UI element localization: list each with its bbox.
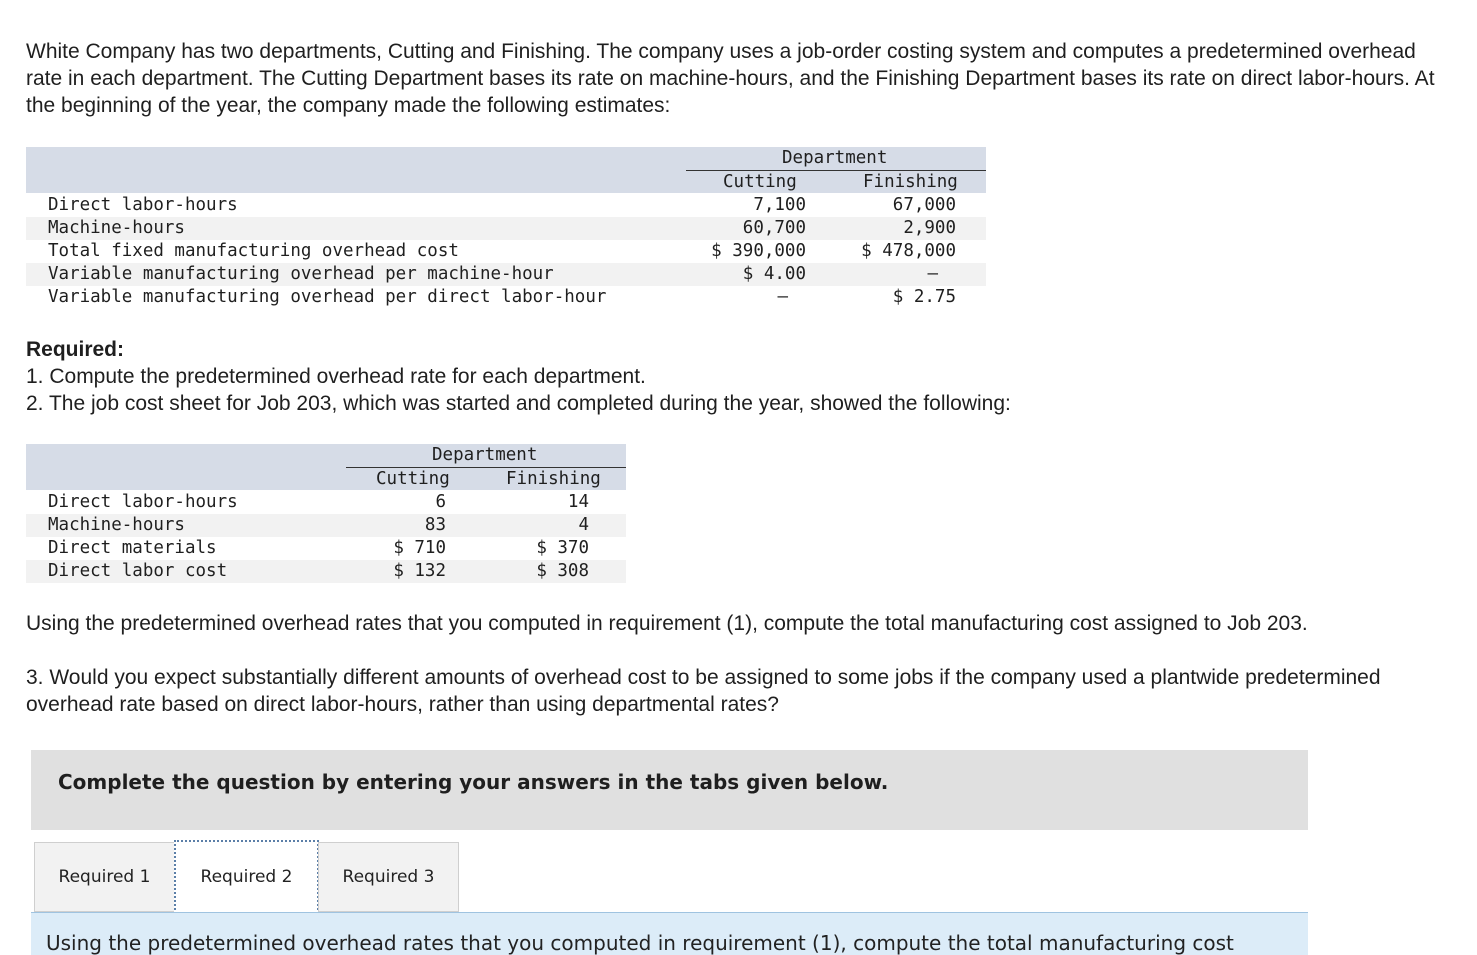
tab-required-1[interactable]: Required 1 bbox=[34, 842, 175, 912]
row-label: Variable manufacturing overhead per machine-hour bbox=[48, 264, 554, 284]
cell-cutting: $ 132 bbox=[393, 561, 446, 581]
cell-finishing: $ 370 bbox=[536, 538, 589, 558]
table-row bbox=[26, 194, 986, 217]
table-row bbox=[26, 514, 626, 537]
row-label: Direct labor-hours bbox=[48, 492, 238, 512]
cell-finishing: 4 bbox=[578, 515, 589, 535]
table-row bbox=[26, 240, 986, 263]
cell-cutting: $ 4.00 bbox=[742, 264, 806, 284]
table-row bbox=[26, 263, 986, 286]
column-header-cutting: Cutting bbox=[723, 172, 797, 192]
answer-panel bbox=[31, 912, 1308, 955]
instruction-box bbox=[31, 750, 1308, 830]
header-rule bbox=[686, 170, 986, 171]
required-item-1: 1. Compute the predetermined overhead rate for each department. bbox=[26, 365, 646, 388]
cell-finishing: – bbox=[927, 264, 938, 284]
table-row bbox=[26, 560, 626, 583]
problem-intro: White Company has two departments, Cutting and Finishing. The company uses a job-order costing system and computes a predetermined overhead rate in each department. The Cutting Department bases its rate on machine-hours, and the Finishing Department bases its rate on direct labor-hours. At the beginning of the year, the company made the following estimates: bbox=[26, 40, 1435, 117]
table-row bbox=[26, 217, 986, 240]
column-header-cutting: Cutting bbox=[376, 469, 450, 489]
cell-finishing: $ 2.75 bbox=[892, 287, 956, 307]
table-row bbox=[26, 286, 986, 309]
department-header: Department bbox=[432, 445, 538, 465]
cell-finishing: $ 308 bbox=[536, 561, 589, 581]
cell-cutting: – bbox=[777, 287, 788, 307]
cell-finishing: 2,900 bbox=[903, 218, 956, 238]
required-item-2: 2. The job cost sheet for Job 203, which was started and completed during the year, showed the following: bbox=[26, 392, 1011, 415]
row-label: Total fixed manufacturing overhead cost bbox=[48, 241, 459, 261]
required-item-3: 3. Would you expect substantially different amounts of overhead cost to be assigned to some jobs if the company used a plantwide predetermined overhead rate based on direct labor-hours, rather than using departmental rates? bbox=[26, 666, 1381, 716]
cell-finishing: $ 478,000 bbox=[861, 241, 956, 261]
row-label: Direct labor cost bbox=[48, 561, 228, 581]
row-label: Direct materials bbox=[48, 538, 217, 558]
column-header-finishing: Finishing bbox=[506, 469, 601, 489]
department-header: Department bbox=[782, 148, 888, 168]
table-row bbox=[26, 537, 626, 560]
row-label: Direct labor-hours bbox=[48, 195, 238, 215]
table-row bbox=[26, 491, 626, 514]
tab-required-3[interactable]: Required 3 bbox=[318, 842, 459, 912]
required-heading: Required: bbox=[26, 338, 125, 361]
instruction-text: Complete the question by entering your answers in the tabs given below. bbox=[58, 770, 889, 794]
cell-cutting: $ 710 bbox=[393, 538, 446, 558]
cell-finishing: 14 bbox=[567, 492, 589, 512]
tab-required-2[interactable]: Required 2 bbox=[174, 840, 319, 914]
cell-finishing: 67,000 bbox=[892, 195, 956, 215]
cell-cutting: 60,700 bbox=[742, 218, 806, 238]
row-label: Variable manufacturing overhead per direct labor-hour bbox=[48, 287, 607, 307]
panel-instruction-text: Using the predetermined overhead rates that you computed in requirement (1), compute the total manufacturing cost bbox=[46, 931, 1234, 955]
followup-text: Using the predetermined overhead rates that you computed in requirement (1), compute the total manufacturing cost assigned to Job 203. bbox=[26, 612, 1308, 635]
cell-cutting: $ 390,000 bbox=[711, 241, 806, 261]
cell-cutting: 7,100 bbox=[753, 195, 806, 215]
cell-cutting: 83 bbox=[424, 515, 446, 535]
row-label: Machine-hours bbox=[48, 218, 185, 238]
header-rule bbox=[346, 467, 626, 468]
row-label: Machine-hours bbox=[48, 515, 185, 535]
column-header-finishing: Finishing bbox=[863, 172, 958, 192]
cell-cutting: 6 bbox=[435, 492, 446, 512]
